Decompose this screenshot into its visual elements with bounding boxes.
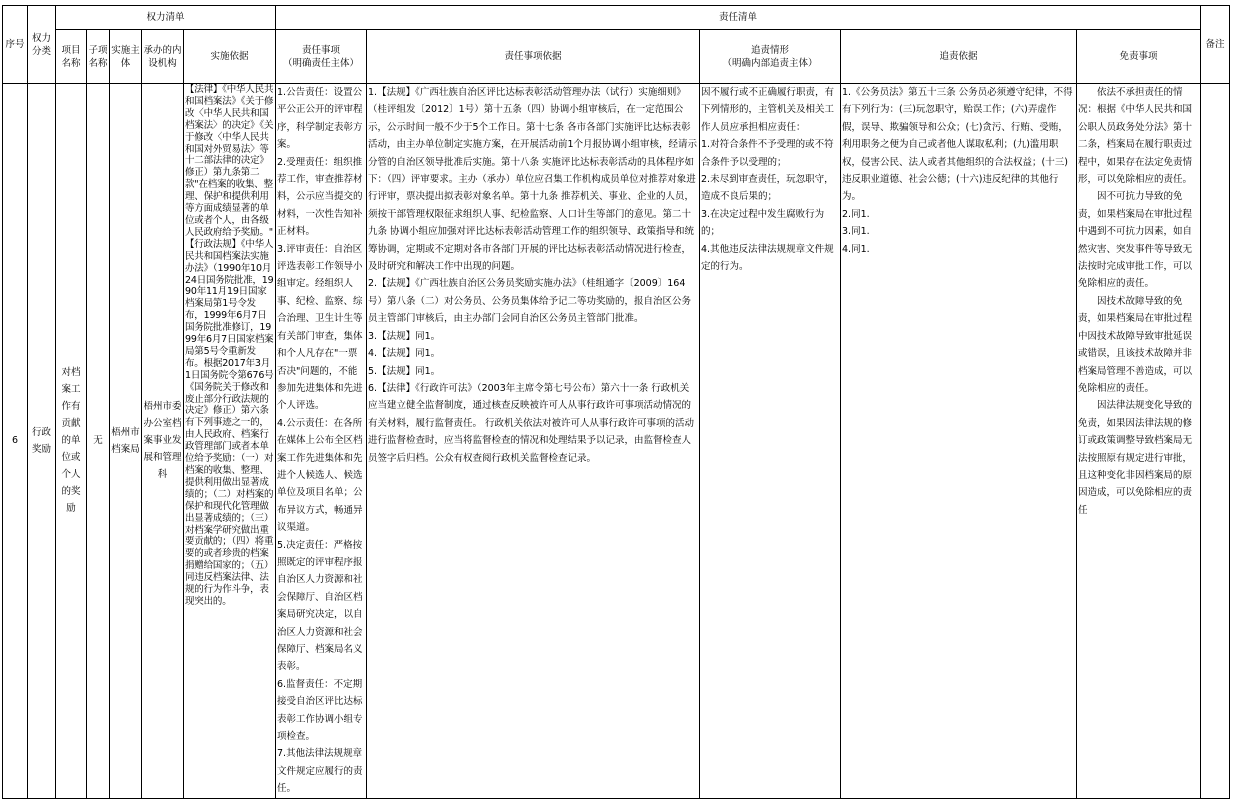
col-header-basis: 实施依据 xyxy=(184,30,276,84)
col-header-sub-item: 子项名称 xyxy=(87,30,110,84)
col-header-category: 权力分类 xyxy=(28,6,56,84)
cell-duty-item: 1.公告责任：设置公平公正公开的评审程序，科学制定表彰方案。 2.受理责任：组织推荐工作，审查推荐材料，公示应当提交的材料，一次性告知补正材料。 3.评审责任：自治区评选表彰工作领导小组审定。经组织人事、纪检、监察、综合治理、卫生计生等有关部门审查，集体和个人凡存在"一票否决"问题的，不能参加先进集体和先进个人评选。 4.公示责任：在各所在媒体上公布全区档案工作先进集体和先进个人候选人、候选单位及项目名单；公布异议方式，畅通异议渠道。 5.决定责任：严格按照既定的评审程序报自治区人力资源和社会保障厅、自治区档案局研究决定，以自治区人力资源和社会保障厅、档案局名义表彰。 6.监督责任：不定期接受自治区评比达标表彰工作协调小组专项检查。 7.其他法律法规规章文件规定应履行的责任。 xyxy=(276,84,367,799)
cell-seq: 6 xyxy=(3,84,28,799)
col-header-exemption: 免责事项 xyxy=(1077,30,1201,84)
cell-account-basis: 1.《公务员法》第五十三条 公务员必须遵守纪律，不得有下列行为：(三)玩忽职守，贻误工作；(六)弄虚作假，误导、欺骗领导和公众；(七)贪污、行贿、受贿，利用职务之便为自己或者他人谋取私利；(九)滥用职权，侵害公民、法人或者其他组织的合法权益；(十三)违反职业道德、社会公德；(十六)违反纪律的其他行为。 2.同1. 3.同1. 4.同1. xyxy=(841,84,1077,799)
col-header-undertaking-org: 承办的内设机构 xyxy=(142,30,184,84)
header-row-columns xyxy=(3,30,1230,84)
cell-remark xyxy=(1201,84,1230,799)
cell-category: 行政奖励 xyxy=(28,84,56,799)
cell-accountability: 因不履行或不正确履行职责，有下列情形的，主管机关及相关工作人员应承担相应责任： 1.对符合条件不予受理的或不符合条件予以受理的； 2.未尽到审查责任，玩忽职守，造成不良后果的； 3.在决定过程中发生腐败行为的； 4.其他违反法律法规规章文件规定的行为。 xyxy=(700,84,841,799)
col-header-duty-item: 责任事项 （明确责任主体） xyxy=(276,30,367,84)
cell-undertaking-org: 梧州市委办公室档案事业发展和管理科 xyxy=(142,84,184,799)
table xyxy=(2,5,1230,799)
cell-subject: 梧州市档案局 xyxy=(110,84,142,799)
col-header-item-name: 项目名称 xyxy=(56,30,87,84)
group-header-duty-list: 责任清单 xyxy=(276,6,1201,30)
col-header-accountability: 追责情形 （明确内部追责主体） xyxy=(700,30,841,84)
cell-exemption: 依法不承担责任的情况：根据《中华人民共和国公职人员政务处分法》第十二条，档案局在履行职责过程中，如果存在法定免责情形，可以免除相应的责任。 因不可抗力导致的免责，如果档案局在审批过程中遇到不可抗力因素，如自然灾害、突发事件等导致无法按时完成审批工作，可以免除相应的责任。 因技术故障导致的免责，如果档案局在审批过程中因技术故障导致审批延误或错误，且该技术故障并非档案局管理不善造成，可以免除相应的责任。 因法律法规变化导致的免责，如果因法律法规的修订或政策调整导致档案局无法按照原有规定进行审批，且这种变化非因档案局的原因造成，可以免除相应的责任 xyxy=(1077,84,1201,799)
group-header-power-list: 权力清单 xyxy=(56,6,276,30)
cell-item-name: 对档案工作有贡献的单位或个人的奖励 xyxy=(56,84,87,799)
cell-basis: 【法律】《中华人民共和国档案法》《关于修改〈中华人民共和国档案法〉的决定》《关于修改〈中华人民共和国对外贸易法〉等十二部法律的决定》修正）第九条第二款"在档案的收集、整理、保护和提供利用等方面成绩显著的单位或者个人，由各级人民政府给予奖励。" 【行政法规】《中华人民共和国档案法实施办法》（1990年10月24日国务院批准，1990年11月19日国家档案局第1号令发布，1999年6月7日国务院批准修订，1999年6月7日国家档案局第5号令重新发布。根据2017年3月1日国务院令第676号《国务院关于修改和废止部分行政法规的决定》修正）第六条有下列事迹之一的，由人民政府、档案行政管理部门或者本单位给予奖励：（一）对档案的收集、整理、提供利用做出显著成绩的；（二）对档案的保护和现代化管理做出显著成绩的；（三）对档案学研究做出重要贡献的；（四）将重要的或者珍贵的档案捐赠给国家的；（五）同违反档案法律、法规的行为作斗争，表现突出的。 xyxy=(184,84,276,799)
cell-sub-item: 无 xyxy=(87,84,110,799)
col-header-seq: 序号 xyxy=(3,6,28,84)
table-row xyxy=(3,84,1230,799)
cell-duty-basis: 1.【法规】《广西壮族自治区评比达标表彰活动管理办法（试行）实施细则》（桂评组发〔2012〕1号）第十五条（四）协调小组审核后，在一定范围公示，公示时间一般不少于5个工作日。第十七条 各市各部门实施评比达标表彰活动，由主办单位制定实施方案，在开展活动前1个月报协调小组审核，经请示分管的自治区领导批准后实施。第十八条 实施评比达标表彰活动的具体程序如下：（四）评审要求。主办（承办）单位应召集工作机构成员单位对推荐对象进行评审，票决提出拟表彰对象名单。第十九条 推荐机关、事业、企业的人员，须按干部管理权限征求组织人事、纪检监察、人口计生等部门的意见。第二十九条 协调小组应加强对评比达标表彰活动管理工作的组织领导、政策指导和统筹协调，定期或不定期对各市各部门开展的评比达标表彰活动情况进行检查，及时研究和解决工作中出现的问题。 2.【法规】《广西壮族自治区公务员奖励实施办法》（桂组通字〔2009〕164号）第八条（二）对公务员、公务员集体给予记二等功奖励的，报自治区公务员主管部门审核后，由主办部门会同自治区公务员主管部门批准。 3.【法规】同1。 4.【法规】同1。 5.【法规】同1。 6.【法律】《行政许可法》（2003年主席令第七号公布）第六十一条 行政机关应当建立健全监督制度，通过核查反映被许可人从事行政许可事项活动情况的有关材料，履行监督责任。 行政机关依法对被许可人从事行政许可事项的活动进行监督检查时，应当将监督检查的情况和处理结果予以记录，由监督检查人员签字后归档。公众有权查阅行政机关监督检查记录。 xyxy=(367,84,700,799)
col-header-duty-basis: 责任事项依据 xyxy=(367,30,700,84)
power-duty-table xyxy=(2,5,1229,795)
header-row-groups xyxy=(3,6,1230,30)
col-header-subject: 实施主体 xyxy=(110,30,142,84)
col-header-account-basis: 追责依据 xyxy=(841,30,1077,84)
col-header-remark: 备注 xyxy=(1201,6,1230,84)
